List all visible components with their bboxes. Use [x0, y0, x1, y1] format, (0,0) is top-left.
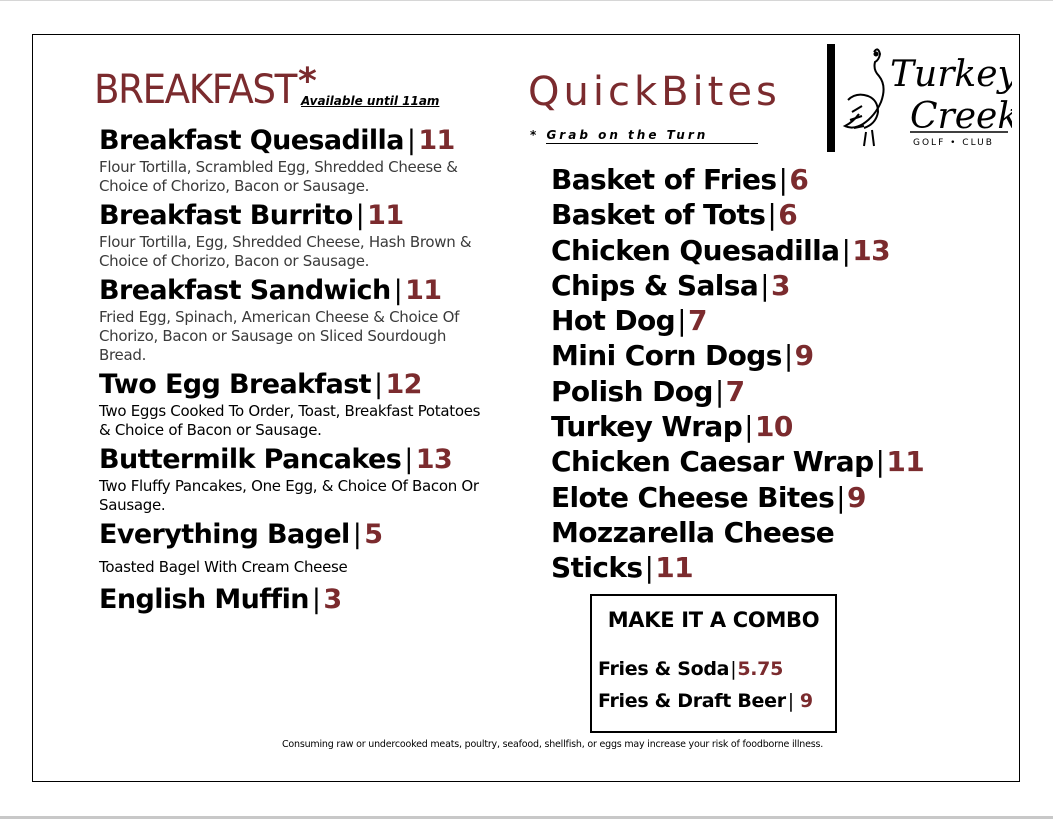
item-name: Basket of Fries [551, 163, 777, 196]
quickbites-menu-list [551, 162, 951, 586]
combo-name: Fries & Soda [598, 658, 730, 680]
menu-item-breakfast-quesadilla [99, 124, 499, 196]
item-name: Basket of Tots [551, 198, 766, 232]
item-price: 13 [415, 444, 453, 475]
price-separator: | [311, 584, 321, 615]
item-name: English Muffin [99, 584, 309, 615]
item-description: Flour Tortilla, Egg, Shredded Cheese, Hash Brown & Choice of Chorizo, Bacon or Sausage. [99, 233, 472, 270]
price-separator: | [677, 304, 686, 338]
menu-item-english-muffin [99, 583, 499, 617]
combo-fries-and-draft-beer [598, 690, 813, 712]
logo-word-creek: Creek [910, 96, 1012, 137]
quickbites-title: QuickBites [528, 69, 781, 115]
breakfast-asterisk: * [298, 61, 317, 102]
item-price: 11 [367, 200, 404, 231]
item-price: 11 [405, 275, 442, 306]
price-separator: | [875, 445, 885, 479]
breakfast-menu-list [99, 124, 499, 620]
item-title [99, 583, 499, 617]
item-description: Flour Tortilla, Scrambled Egg, Shredded Cheese & Choice of Chorizo, Bacon or Sausage. [99, 158, 458, 195]
item-price: 11 [655, 551, 694, 585]
price-separator: | [760, 268, 769, 302]
logo-golf-club: GOLF • CLUB [913, 138, 994, 148]
menu-item-two-egg-breakfast [99, 368, 499, 440]
item-name: Two Egg Breakfast [99, 369, 371, 400]
item-description: Two Fluffy Pancakes, One Egg, & Choice Of Bacon Or Sausage. [99, 477, 479, 514]
item-price: 11 [418, 125, 455, 156]
menu-item-chips-and-salsa [551, 268, 951, 303]
item-title [99, 124, 499, 158]
menu-item-elote-cheese-bites [551, 480, 951, 515]
menu-item-hot-dog [551, 303, 951, 338]
foodborne-illness-disclaimer: Consuming raw or undercooked meats, poultry, seafood, shellfish, or eggs may increase your risk of foodborne illness. [282, 739, 824, 750]
item-title [99, 443, 499, 477]
price-separator: | [783, 339, 793, 373]
item-name: Chicken Caesar Wrap [551, 445, 874, 479]
price-separator: | [787, 690, 794, 712]
item-name: Everything Bagel [99, 519, 350, 550]
item-title [99, 368, 499, 402]
logo-bar [827, 44, 835, 152]
combo-price: 5.75 [737, 658, 783, 680]
menu-item-chicken-caesar-wrap [551, 444, 951, 479]
menu-item-breakfast-burrito [99, 199, 499, 271]
item-price: 10 [755, 410, 793, 444]
price-separator: | [352, 519, 362, 550]
menu-item-breakfast-sandwich [99, 274, 499, 365]
price-separator: | [393, 275, 403, 306]
item-name: Breakfast Burrito [99, 200, 353, 231]
item-description: Two Eggs Cooked To Order, Toast, Breakfast Potatoes & Choice of Bacon or Sausage. [99, 402, 481, 439]
price-separator: | [730, 658, 737, 680]
turkey-icon [845, 49, 884, 146]
menu-item-basket-of-fries [551, 162, 951, 197]
item-name: Turkey Wrap [551, 410, 743, 444]
item-name: Chips & Salsa [551, 268, 759, 302]
item-name: Breakfast Sandwich [99, 275, 391, 306]
price-separator: | [836, 480, 845, 514]
turkey-creek-logo [826, 42, 1012, 154]
menu-item-mozzarella-cheese-line2 [551, 550, 951, 585]
item-title [99, 274, 499, 308]
item-price: 13 [852, 233, 891, 267]
item-name: Mozzarella Cheese [551, 515, 835, 549]
price-separator: | [373, 369, 383, 400]
menu-item-mini-corn-dogs [551, 338, 951, 373]
menu-item-everything-bagel [99, 518, 499, 577]
item-price: 9 [846, 480, 866, 514]
item-price: 9 [794, 339, 814, 373]
combo-name: Fries & Draft Beer [598, 690, 786, 712]
logo-word-turkey: Turkey [890, 54, 1012, 95]
price-separator: | [355, 200, 365, 231]
item-name: Buttermilk Pancakes [99, 444, 402, 475]
menu-item-mozzarella-cheese-line1 [551, 515, 951, 550]
item-description: Toasted Bagel With Cream Cheese [99, 558, 348, 576]
item-description: Fried Egg, Spinach, American Cheese & Choice Of Chorizo, Bacon or Sausage on Sliced Sourdough Bread. [99, 308, 460, 364]
item-name: Polish Dog [551, 374, 713, 408]
item-title [99, 199, 499, 233]
subtitle-underline [546, 143, 758, 144]
price-separator: | [714, 374, 724, 408]
turkey-logo-graphic [826, 42, 1012, 154]
item-name: Breakfast Quesadilla [99, 125, 404, 156]
price-separator: | [744, 410, 754, 444]
price-separator: | [841, 233, 851, 267]
menu-item-chicken-quesadilla [551, 233, 951, 268]
item-name: Mini Corn Dogs [551, 339, 782, 373]
price-separator: | [767, 198, 777, 232]
price-separator: | [778, 163, 788, 196]
price-separator: | [406, 125, 416, 156]
item-price: 5 [364, 519, 383, 550]
item-price: 6 [789, 163, 809, 196]
item-price: 3 [770, 268, 790, 302]
combo-fries-and-soda [598, 658, 783, 680]
combo-title: MAKE IT A COMBO [607, 608, 820, 632]
item-name: Sticks [551, 551, 643, 585]
item-price: 11 [886, 445, 925, 479]
breakfast-title: BREAKFAST [94, 67, 296, 113]
menu-item-basket-of-tots [551, 197, 951, 232]
price-separator: | [404, 444, 413, 475]
item-price: 6 [778, 198, 798, 232]
breakfast-availability-note: Available until 11am [301, 94, 440, 108]
price-separator: | [644, 551, 654, 585]
quickbites-subtitle: * Grab on the Turn [530, 128, 709, 142]
item-name: Hot Dog [551, 304, 676, 338]
item-price: 7 [687, 304, 707, 338]
item-price: 7 [725, 374, 745, 408]
item-title [99, 518, 499, 552]
item-name: Chicken Quesadilla [551, 233, 840, 267]
menu-item-polish-dog [551, 374, 951, 409]
viewer-top-edge [0, 0, 1053, 1]
menu-item-buttermilk-pancakes [99, 443, 499, 515]
item-price: 12 [385, 369, 422, 400]
item-name: Elote Cheese Bites [551, 480, 835, 514]
menu-item-turkey-wrap [551, 409, 951, 444]
combo-box [590, 594, 837, 733]
item-price: 3 [323, 584, 342, 615]
combo-price: 9 [799, 690, 813, 712]
